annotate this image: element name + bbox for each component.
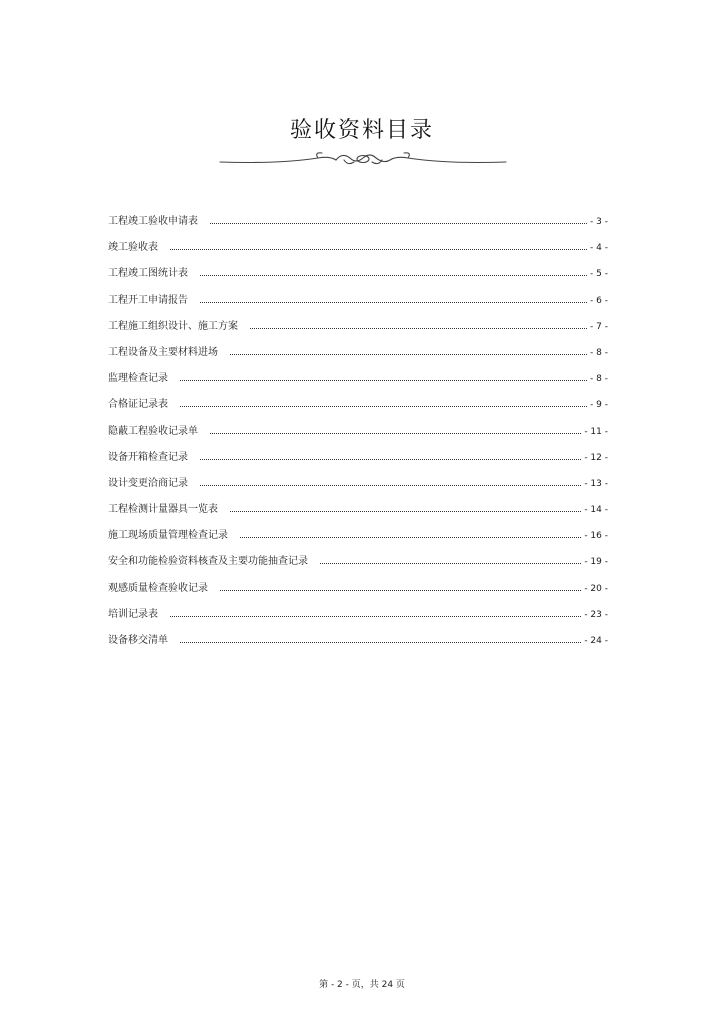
toc-dot-leader — [180, 406, 587, 407]
toc-entry[interactable] — [108, 579, 608, 605]
toc-dot-leader — [220, 590, 581, 591]
toc-entry-page-number: - 14 - — [584, 505, 608, 516]
toc-entry-page-number: - 3 - — [590, 217, 608, 227]
toc-entry[interactable] — [108, 422, 608, 448]
toc-entry-label: 设备移交清单 — [108, 635, 168, 646]
toc-entry[interactable] — [108, 474, 608, 500]
toc-entry-label: 施工现场质量管理检查记录 — [108, 530, 228, 542]
toc-entry[interactable] — [108, 605, 608, 631]
toc-entry[interactable] — [108, 291, 608, 317]
toc-entry-label: 隐蔽工程验收记录单 — [108, 425, 198, 437]
toc-entry-page-number: - 23 - — [584, 609, 608, 620]
toc-entry[interactable] — [108, 395, 608, 421]
toc-entry[interactable] — [108, 526, 608, 552]
table-of-contents — [108, 212, 608, 657]
toc-entry[interactable] — [108, 631, 608, 657]
toc-entry-page-number: - 7 - — [590, 321, 608, 332]
toc-entry-label: 工程竣工图统计表 — [108, 268, 188, 280]
toc-entry-label: 工程检测计量器具一览表 — [108, 504, 218, 516]
toc-dot-leader — [200, 459, 581, 460]
toc-entry-label: 培训记录表 — [108, 608, 158, 620]
toc-entry[interactable] — [108, 212, 608, 238]
toc-dot-leader — [230, 354, 587, 355]
toc-entry-page-number: - 11 - — [584, 426, 608, 437]
toc-entry-page-number: - 4 - — [590, 243, 608, 254]
toc-entry-label: 安全和功能检验资料核查及主要功能抽查记录 — [108, 556, 308, 568]
toc-entry-page-number: - 19 - — [584, 557, 608, 568]
toc-entry-label: 工程开工申请报告 — [108, 294, 188, 306]
toc-entry-label: 工程施工组织设计、施工方案 — [108, 320, 238, 332]
toc-entry-page-number: - 20 - — [584, 583, 608, 594]
toc-entry-page-number: - 8 - — [590, 347, 608, 358]
toc-entry[interactable] — [108, 343, 608, 369]
toc-entry-page-number: - 6 - — [590, 295, 608, 306]
toc-dot-leader — [250, 328, 587, 329]
title-divider-ornament-icon — [218, 148, 508, 172]
page-title: 验收资料目录 — [289, 118, 434, 143]
toc-dot-leader — [210, 223, 587, 224]
toc-entry[interactable] — [108, 264, 608, 290]
toc-dot-leader — [200, 302, 587, 303]
toc-dot-leader — [200, 485, 581, 486]
toc-dot-leader — [180, 642, 581, 643]
toc-entry-label: 设计变更洽商记录 — [108, 477, 188, 489]
toc-entry-label: 竣工验收表 — [108, 242, 158, 254]
toc-entry-page-number: - 9 - — [590, 400, 608, 411]
toc-entry[interactable] — [108, 448, 608, 474]
toc-entry-page-number: - 13 - — [584, 478, 608, 489]
toc-entry-page-number: - 8 - — [590, 374, 608, 385]
toc-dot-leader — [170, 249, 587, 250]
toc-entry-page-number: - 12 - — [584, 452, 608, 463]
toc-entry[interactable] — [108, 500, 608, 526]
toc-dot-leader — [320, 563, 581, 564]
toc-entry[interactable] — [108, 238, 608, 264]
toc-dot-leader — [180, 380, 587, 381]
toc-entry-page-number: - 5 - — [590, 269, 608, 280]
toc-entry[interactable] — [108, 369, 608, 395]
toc-dot-leader — [200, 275, 587, 276]
toc-entry-page-number: - 16 - — [584, 531, 608, 542]
toc-entry-label: 工程设备及主要材料进场 — [108, 346, 218, 358]
page-footer: 第 - 2 - 页，共 24 页 — [319, 980, 405, 990]
toc-entry[interactable] — [108, 317, 608, 343]
toc-dot-leader — [230, 511, 581, 512]
toc-dot-leader — [170, 616, 581, 617]
toc-dot-leader — [240, 537, 581, 538]
toc-entry-page-number: - 24 - — [584, 636, 608, 646]
toc-dot-leader — [210, 433, 581, 434]
toc-entry-label: 设备开箱检查记录 — [108, 451, 188, 463]
toc-entry-label: 观感质量检查验收记录 — [108, 582, 208, 594]
toc-entry[interactable] — [108, 552, 608, 578]
toc-entry-label: 工程竣工验收申请表 — [108, 216, 198, 227]
toc-entry-label: 合格证记录表 — [108, 399, 168, 411]
toc-entry-label: 监理检查记录 — [108, 373, 168, 385]
